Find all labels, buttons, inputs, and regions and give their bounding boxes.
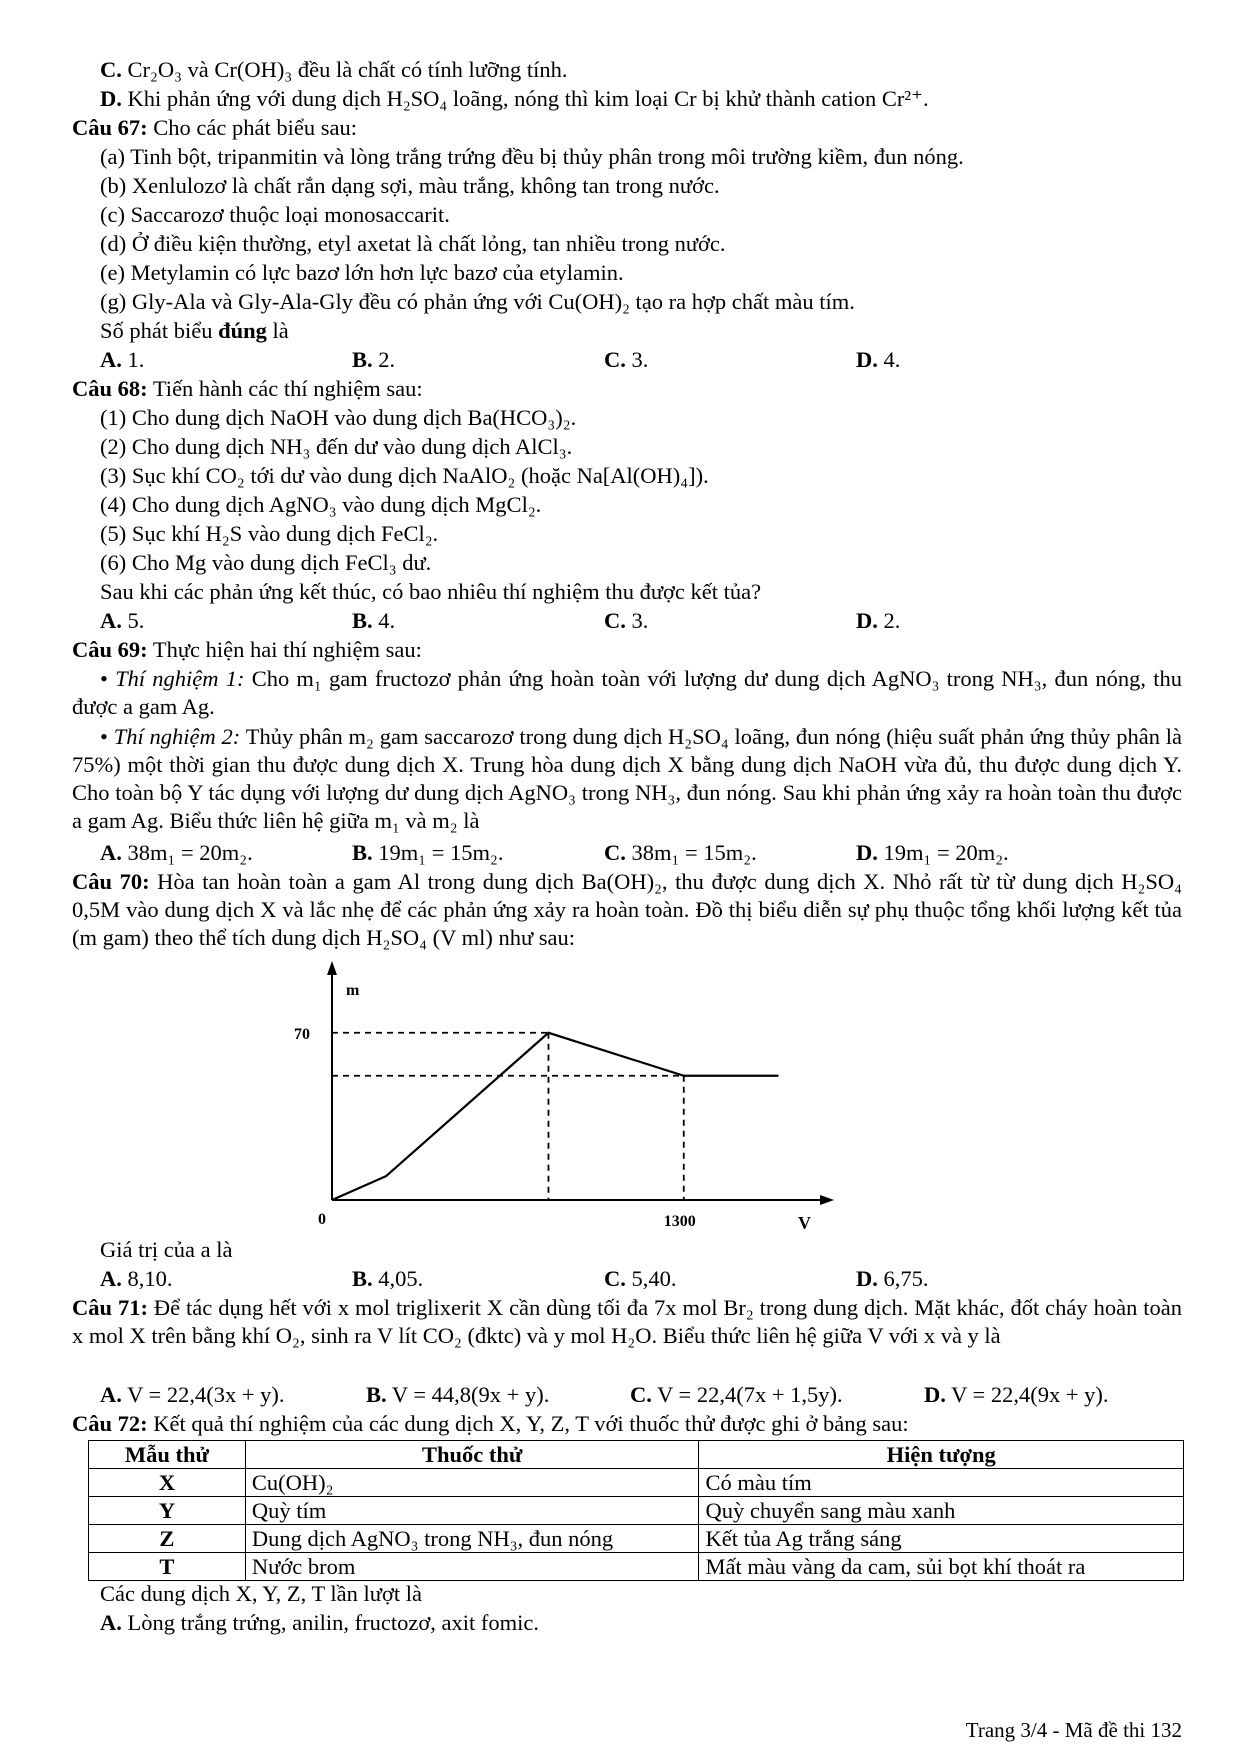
q67-option-a[interactable]: A. 1.: [100, 347, 145, 372]
table-header-row: [89, 1441, 1184, 1469]
q67-option-b[interactable]: B. 2.: [352, 347, 396, 372]
table-cell-reagent: Nước brom: [245, 1553, 699, 1581]
table-cell-sample: Y: [89, 1497, 246, 1525]
q68-item-2: (2) Cho dung dịch NH₃ đến dư vào dung dịch AlCl₃.: [100, 434, 573, 459]
q72-option-a[interactable]: A. Lòng trắng trứng, anilin, fructozơ, axit fomic.: [100, 1610, 539, 1635]
q68-item-6: (6) Cho Mg vào dung dịch FeCl₃ dư.: [100, 550, 432, 575]
q68-item-4: (4) Cho dung dịch AgNO₃ vào dung dịch MgCl₂.: [100, 492, 542, 517]
q70-option-d[interactable]: D. 6,75.: [856, 1266, 929, 1291]
table-cell-phenomenon: Kết tủa Ag trắng sáng: [699, 1525, 1184, 1553]
q67-statement-a: (a) Tinh bột, tripanmitin và lòng trắng trứng đều bị thủy phân trong môi trường kiềm, đun nóng.: [100, 144, 964, 169]
table-cell-phenomenon: Mất màu vàng da cam, sủi bọt khí thoát ra: [699, 1553, 1184, 1581]
q68-question: Sau khi các phản ứng kết thúc, có bao nhiêu thí nghiệm thu được kết tủa?: [100, 579, 762, 604]
q69-stem: Câu 69: Thực hiện hai thí nghiệm sau:: [72, 637, 422, 662]
q70-option-c[interactable]: C. 5,40.: [604, 1266, 677, 1291]
q68-item-1: (1) Cho dung dịch NaOH vào dung dịch Ba(HCO₃)₂.: [100, 405, 577, 430]
table-header-sample: Mẫu thử: [89, 1441, 246, 1469]
table-cell-phenomenon: Quỳ chuyển sang màu xanh: [699, 1497, 1184, 1525]
q68-option-d[interactable]: D. 2.: [856, 608, 901, 633]
chart-x-tick-1300: 1300: [663, 1213, 696, 1230]
q69-option-d[interactable]: D. 19m₁ = 20m₂.: [856, 840, 1009, 865]
q69-option-c[interactable]: C. 38m₁ = 15m₂.: [604, 840, 757, 865]
q72-stem: Câu 72: Kết quả thí nghiệm của các dung dịch X, Y, Z, T với thuốc thử được ghi ở bảng sau:: [72, 1411, 909, 1436]
chart-x-axis-label: V: [798, 1213, 811, 1233]
q67-statement-g: (g) Gly-Ala và Gly-Ala-Gly đều có phản ứng với Cu(OH)₂ tạo ra hợp chất màu tím.: [100, 289, 855, 314]
table-cell-reagent: Cu(OH)₂: [245, 1469, 699, 1497]
chart-y-tick-70: 70: [294, 1025, 310, 1043]
table-cell-sample: X: [89, 1469, 246, 1497]
q67-statement-b: (b) Xenlulozơ là chất rắn dạng sợi, màu trắng, không tan trong nước.: [100, 173, 720, 198]
q67-statement-d: (d) Ở điều kiện thường, etyl axetat là chất lỏng, tan nhiều trong nước.: [100, 231, 726, 256]
table-cell-reagent: Dung dịch AgNO₃ trong NH₃, đun nóng: [245, 1525, 699, 1553]
table-row: [89, 1553, 1184, 1581]
table-header-phenomenon: Hiện tượng: [699, 1441, 1184, 1469]
table-cell-sample: T: [89, 1553, 246, 1581]
q69-experiment-2: • Thí nghiệm 2: Thủy phân m₂ gam saccarozơ trong dung dịch H₂SO₄ loãng, đun nóng (hiệu suất phản ứng thủy phân là 75%) một thời gian thu được dung dịch X. Trung hòa dung dịch X bằng dung dịch NaOH vừa đủ, thu được dung dịch Y. Cho toàn bộ Y tác dụng với lượng dư dung dịch AgNO₃ trong NH₃, đun nóng. Sau khi phản ứng xảy ra hoàn toàn thu được a gam Ag. Biểu thức liên hệ giữa m₁ và m₂ là: [72, 724, 1182, 833]
prev-option-d: D. Khi phản ứng với dung dịch H₂SO₄ loãng, nóng thì kim loại Cr bị khử thành cation Cr²⁺.: [100, 86, 929, 111]
q69-option-a[interactable]: A. 38m₁ = 20m₂.: [100, 840, 253, 865]
q71-option-b[interactable]: B. V = 44,8(9x + y).: [366, 1382, 550, 1407]
table-row: [89, 1469, 1184, 1497]
q71-option-c[interactable]: C. V = 22,4(7x + 1,5y).: [630, 1382, 843, 1407]
q68-stem: Câu 68: Tiến hành các thí nghiệm sau:: [72, 376, 423, 401]
table-row: [89, 1497, 1184, 1525]
page-footer: Trang 3/4 - Mã đề thi 132: [965, 1718, 1182, 1742]
q68-option-a[interactable]: A. 5.: [100, 608, 145, 633]
table-cell-reagent: Quỳ tím: [245, 1497, 699, 1525]
q68-option-c[interactable]: C. 3.: [604, 608, 649, 633]
table-header-reagent: Thuốc thử: [245, 1441, 699, 1469]
chart-series-line: [332, 1033, 778, 1200]
q70-stem: Câu 70: Hòa tan hoàn toàn a gam Al trong dung dịch Ba(OH)₂, thu được dung dịch X. Nhỏ rất từ từ dung dịch H₂SO₄ 0,5M vào dung dịch X và lắc nhẹ để các phản ứng xảy ra hoàn toàn. Đồ thị biểu diễn sự phụ thuộc tổng khối lượng kết tủa (m gam) theo thể tích dung dịch H₂SO₄ (V ml) như sau:: [72, 869, 1182, 950]
q67-stem: Câu 67: Cho các phát biểu sau:: [72, 115, 357, 140]
q68-item-5: (5) Sục khí H₂S vào dung dịch FeCl₂.: [100, 521, 439, 546]
table-cell-phenomenon: Có màu tím: [699, 1469, 1184, 1497]
q72-question: Các dung dịch X, Y, Z, T lần lượt là: [100, 1581, 422, 1606]
q68-option-b[interactable]: B. 4.: [352, 608, 396, 633]
q68-item-3: (3) Sục khí CO₂ tới dư vào dung dịch NaAlO₂ (hoặc Na[Al(OH)₄]).: [100, 463, 709, 488]
q67-statement-e: (e) Metylamin có lực bazơ lớn hơn lực bazơ của etylamin.: [100, 260, 624, 285]
table-cell-sample: Z: [89, 1525, 246, 1553]
chart-x-axis-arrow: [820, 1195, 834, 1205]
q71-option-a[interactable]: A. V = 22,4(3x + y).: [100, 1382, 285, 1407]
prev-option-c: C. Cr₂O₃ và Cr(OH)₃ đều là chất có tính lưỡng tính.: [100, 57, 568, 82]
q67-question: Số phát biểu đúng là: [100, 318, 289, 343]
q70-option-a[interactable]: A. 8,10.: [100, 1266, 173, 1291]
q69-option-b[interactable]: B. 19m₁ = 15m₂.: [352, 840, 504, 865]
q70-chart: [290, 955, 870, 1235]
q70-question: Giá trị của a là: [100, 1237, 233, 1262]
q71-stem: Câu 71: Để tác dụng hết với x mol triglixerit X cần dùng tối đa 7x mol Br₂ trong dung dịch. Mặt khác, đốt cháy hoàn toàn x mol X trên bằng khí O₂, sinh ra V lít CO₂ (đktc) và y mol H₂O. Biểu thức liên hệ giữa V với x và y là: [72, 1295, 1182, 1348]
q69-experiment-1: • Thí nghiệm 1: Cho m₁ gam fructozơ phản ứng hoàn toàn với lượng dư dung dịch AgNO₃ trong NH₃, đun nóng, thu được a gam Ag.: [72, 666, 1182, 719]
q67-option-c[interactable]: C. 3.: [604, 347, 649, 372]
q71-option-d[interactable]: D. V = 22,4(9x + y).: [924, 1382, 1109, 1407]
q72-results-table: [88, 1440, 1184, 1581]
chart-y-axis-label: m: [346, 982, 360, 999]
chart-origin-label: 0: [318, 1211, 326, 1228]
q70-option-b[interactable]: B. 4,05.: [352, 1266, 424, 1291]
table-row: [89, 1525, 1184, 1553]
q67-statement-c: (c) Saccarozơ thuộc loại monosaccarit.: [100, 202, 450, 227]
chart-y-axis-arrow: [327, 961, 337, 975]
q67-option-d[interactable]: D. 4.: [856, 347, 901, 372]
